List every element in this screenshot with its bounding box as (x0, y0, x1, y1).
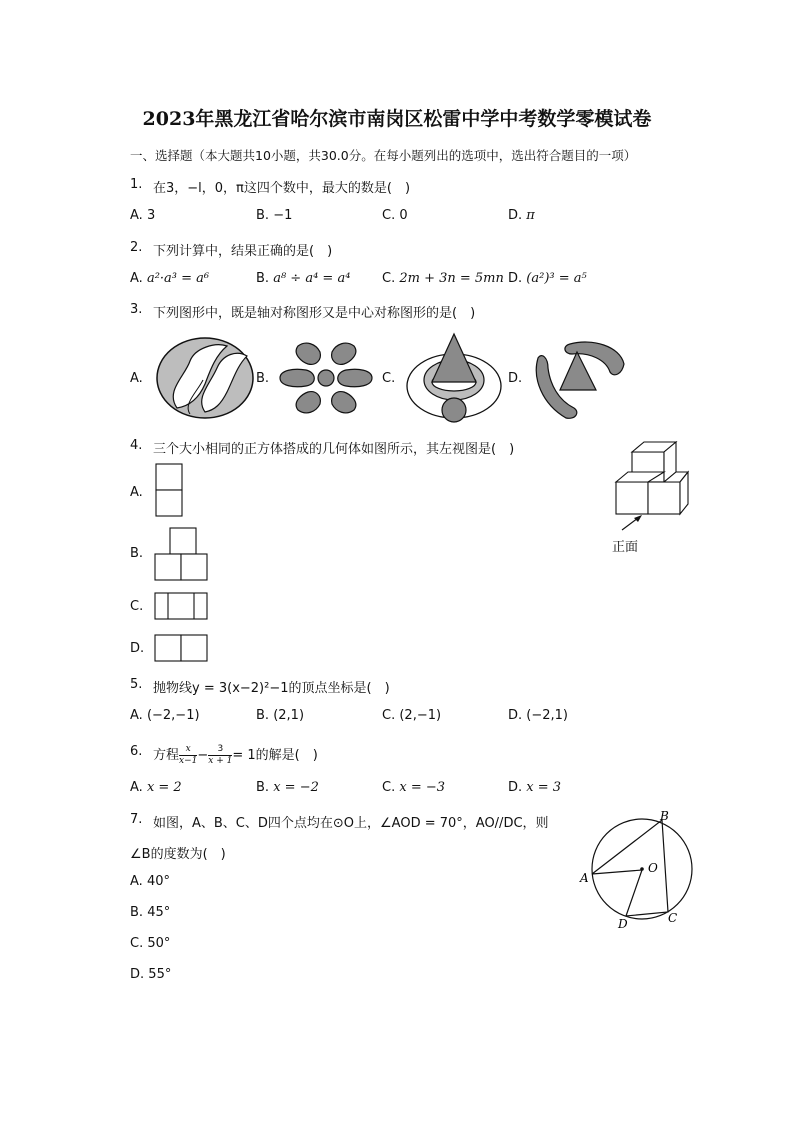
q7-stem-line-1: 如图，A、B、C、D四个点均在⊙O上，∠AOD = 70°，AO//DC，则 (153, 816, 549, 831)
q4-stem: 三个大小相同的正方体搭成的几何体如图所示，其左视图是( ) (153, 442, 515, 457)
q4-cube-figure (612, 440, 692, 540)
q7-option-c[interactable]: C. 50° (130, 936, 171, 951)
q6-fraction-2: $\frac{3}{x + 1}$ (208, 744, 233, 766)
q7-option-d[interactable]: D. 55° (130, 967, 172, 982)
q1-stem: 在3，−l，0，π这四个数中，最大的数是( ) (153, 181, 411, 196)
q1-option-d[interactable]: D. π (508, 208, 535, 223)
q2-option-d[interactable]: D. (a²)³ = a⁵ (508, 271, 587, 286)
q4-number: 4. (130, 438, 143, 453)
q6-option-b[interactable]: B. x = −2 (256, 780, 319, 795)
q4-option-d-figure[interactable] (154, 634, 210, 664)
q4-option-b[interactable]: B. (130, 546, 144, 561)
q5-option-d[interactable]: D. (−2,1) (508, 708, 569, 723)
q7-point-b-label: B (660, 809, 669, 823)
q5-option-b[interactable]: B. (2,1) (256, 708, 305, 723)
q3-stem: 下列图形中，既是轴对称图形又是中心对称图形的是( ) (153, 306, 476, 321)
section-heading: 一、选择题（本大题共10小题，共30.0分。在每小题列出的选项中，选出符合题目的一项） (130, 148, 637, 163)
q6-option-d[interactable]: D. x = 3 (508, 780, 562, 795)
q1-option-b[interactable]: B. −1 (256, 208, 293, 223)
q6-fraction-1: $\frac{x}{x-1}$ (179, 744, 198, 766)
q7-number: 7. (130, 812, 143, 827)
q7-stem-line-2: ∠B的度数为( ) (130, 847, 226, 862)
q2-option-a[interactable]: A. a²·a³ = a⁶ (130, 271, 210, 286)
q2-option-b[interactable]: B. a⁸ ÷ a⁴ = a⁴ (256, 271, 351, 286)
q1-option-a[interactable]: A. 3 (130, 208, 156, 223)
q3-option-a[interactable]: A. (130, 371, 143, 386)
q6-option-a[interactable]: A. x = 2 (130, 780, 182, 795)
q2-stem: 下列计算中，结果正确的是( ) (153, 244, 333, 259)
q3-option-c[interactable]: C. (382, 371, 396, 386)
q6-option-c[interactable]: C. x = −3 (382, 780, 446, 795)
q3-figure-d[interactable] (530, 338, 630, 422)
q3-option-b[interactable]: B. (256, 371, 270, 386)
q4-option-c[interactable]: C. (130, 599, 144, 614)
q7-option-b[interactable]: B. 45° (130, 905, 171, 920)
q6-number: 6. (130, 744, 143, 759)
q4-option-a[interactable]: A. (130, 485, 143, 500)
q3-figure-c[interactable] (404, 330, 504, 424)
q7-point-a-label: A (580, 871, 589, 885)
q5-option-a[interactable]: A. (−2,−1) (130, 708, 200, 723)
q4-option-b-figure[interactable] (154, 527, 210, 583)
q1-number: 1. (130, 177, 143, 192)
q4-option-d[interactable]: D. (130, 641, 145, 656)
q3-option-d[interactable]: D. (508, 371, 523, 386)
q7-circle-figure (576, 806, 700, 932)
q4-figure-label: 正面 (612, 540, 639, 555)
q7-point-d-label: D (618, 917, 628, 931)
q1-option-c[interactable]: C. 0 (382, 208, 408, 223)
page-title: 2023年黑龙江省哈尔滨市南岗区松雷中学中考数学零模试卷 (142, 108, 652, 130)
q3-figure-b[interactable] (276, 338, 376, 418)
q4-option-c-figure[interactable] (154, 592, 210, 622)
q2-number: 2. (130, 240, 143, 255)
q7-option-a[interactable]: A. 40° (130, 874, 170, 889)
q7-point-o-label: O (648, 861, 658, 875)
q3-figure-a[interactable] (155, 336, 255, 420)
q2-option-c[interactable]: C. 2m + 3n = 5mn (382, 271, 504, 286)
q3-number: 3. (130, 302, 143, 317)
q5-stem: 抛物线y = 3(x−2)²−1的顶点坐标是( ) (153, 681, 390, 696)
q5-option-c[interactable]: C. (2,−1) (382, 708, 442, 723)
q7-point-c-label: C (668, 911, 678, 925)
q4-option-a-figure[interactable] (155, 463, 185, 519)
q6-stem: 方程 $\frac{x}{x-1}$ − $\frac{3}{x + 1}$ = 1的解是( ) (153, 744, 318, 766)
q5-number: 5. (130, 677, 143, 692)
